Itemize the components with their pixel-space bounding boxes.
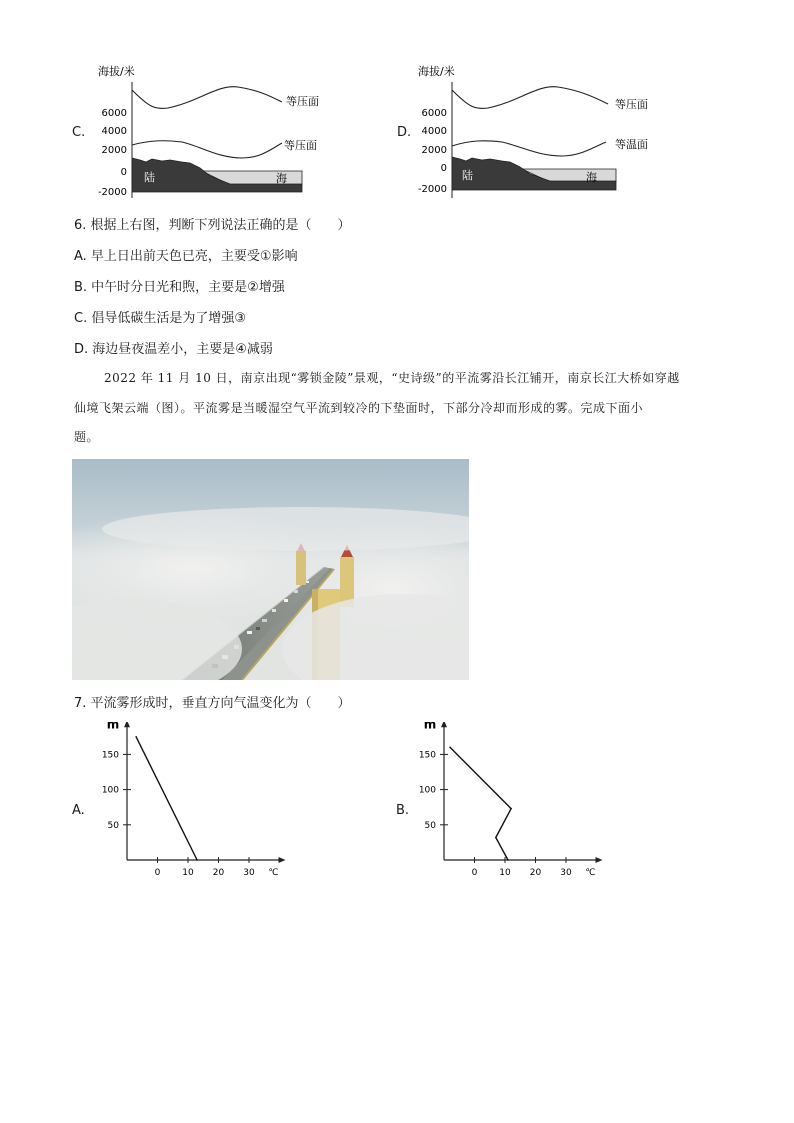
tick-label: -2000 xyxy=(417,184,447,195)
diagram-c-isobaric xyxy=(90,58,340,200)
x-tick-label: 30 xyxy=(560,868,572,878)
question-6-stem: 6. 根据上右图，判断下列说法正确的是（ ） xyxy=(74,218,351,233)
temperature-line xyxy=(136,737,197,860)
y-axis-arrow xyxy=(441,722,447,727)
x-tick-label: 0 xyxy=(471,868,478,878)
y-axis-label: m xyxy=(106,722,120,732)
tick-label: 6000 xyxy=(421,108,447,119)
passage-line-2: 仙境飞架云端（图）。平流雾是当暖湿空气平流到较冷的下垫面时，下部分冷却而形成的雾。完成下面小 xyxy=(74,401,644,415)
y-tick-label: 150 xyxy=(101,750,119,761)
upper-surface-curve xyxy=(452,87,608,109)
ylabel: 海拔/米 xyxy=(98,65,135,78)
y-tick-label: 50 xyxy=(424,820,436,831)
data-point xyxy=(495,837,497,839)
x-tick-label: 0 xyxy=(154,868,161,878)
tick-label: 0 xyxy=(440,163,447,174)
x-axis-arrow xyxy=(279,857,286,863)
question-6-option-b: B. 中午时分日光和煦，主要是②增强 xyxy=(74,280,285,295)
lower-surface-curve xyxy=(132,141,282,158)
sea-label: 海 xyxy=(276,172,287,185)
y-axis-label: m xyxy=(423,722,437,732)
chart-b-temperature-profile xyxy=(412,722,607,882)
tick-label: 2000 xyxy=(421,145,447,156)
y-tick-label: 100 xyxy=(101,785,119,796)
tick-label: -2000 xyxy=(97,187,127,198)
chart-a-temperature-profile xyxy=(95,722,290,882)
tick-label: 4000 xyxy=(101,126,127,137)
lower-surface-curve xyxy=(452,141,606,156)
x-tick-label: 10 xyxy=(182,868,194,878)
upper-curve-label: 等压面 xyxy=(286,95,319,108)
tick-label: 2000 xyxy=(101,145,127,156)
y-tick-label: 150 xyxy=(418,750,436,761)
x-axis-unit: ℃ xyxy=(268,868,279,878)
option-c-label: C. xyxy=(72,125,86,140)
sea-label: 海 xyxy=(586,171,597,184)
question-7-stem: 7. 平流雾形成时，垂直方向气温变化为（ ） xyxy=(74,696,351,711)
tick-label: 4000 xyxy=(421,126,447,137)
option-d-label: D. xyxy=(397,125,412,140)
x-tick-label: 30 xyxy=(243,868,255,878)
y-axis-arrow xyxy=(124,722,130,727)
passage-line-3: 题。 xyxy=(74,430,100,444)
ylabel: 海拔/米 xyxy=(418,65,455,78)
passage-line-1: 2022 年 11 月 10 日，南京出现“雾锁金陵”景观，“史诗级”的平流雾沿长江铺开，南京长江大桥如穿越 xyxy=(104,371,680,385)
data-point xyxy=(449,747,451,749)
upper-curve-label: 等压面 xyxy=(615,98,648,111)
x-tick-label: 10 xyxy=(499,868,511,878)
land-label: 陆 xyxy=(144,171,155,184)
lower-curve-label: 等温面 xyxy=(615,138,648,151)
data-point xyxy=(196,859,198,861)
data-point xyxy=(507,859,509,861)
data-point xyxy=(135,736,137,738)
diagram-d-isothermal xyxy=(412,58,662,200)
y-tick-label: 50 xyxy=(107,820,119,831)
temperature-line xyxy=(450,747,511,860)
question-6-option-c: C. 倡导低碳生活是为了增强③ xyxy=(74,311,246,326)
upper-surface-curve xyxy=(132,87,282,109)
chart-b-option-label: B. xyxy=(396,803,410,818)
x-tick-label: 20 xyxy=(529,868,542,878)
question-6-option-a: A. 早上日出前天色已亮，主要受①影响 xyxy=(74,249,298,264)
tick-label: 0 xyxy=(120,167,127,178)
data-point xyxy=(510,808,512,810)
x-axis-unit: ℃ xyxy=(585,868,596,878)
tick-label: 6000 xyxy=(101,108,127,119)
x-tick-label: 20 xyxy=(212,868,225,878)
y-tick-label: 100 xyxy=(418,785,436,796)
land-label: 陆 xyxy=(462,169,473,182)
x-axis-arrow xyxy=(596,857,603,863)
nanjing-bridge-fog-photo xyxy=(72,459,469,680)
chart-a-option-label: A. xyxy=(72,803,85,818)
lower-curve-label: 等压面 xyxy=(284,139,317,152)
question-6-option-d: D. 海边昼夜温差小，主要是④减弱 xyxy=(74,342,273,357)
